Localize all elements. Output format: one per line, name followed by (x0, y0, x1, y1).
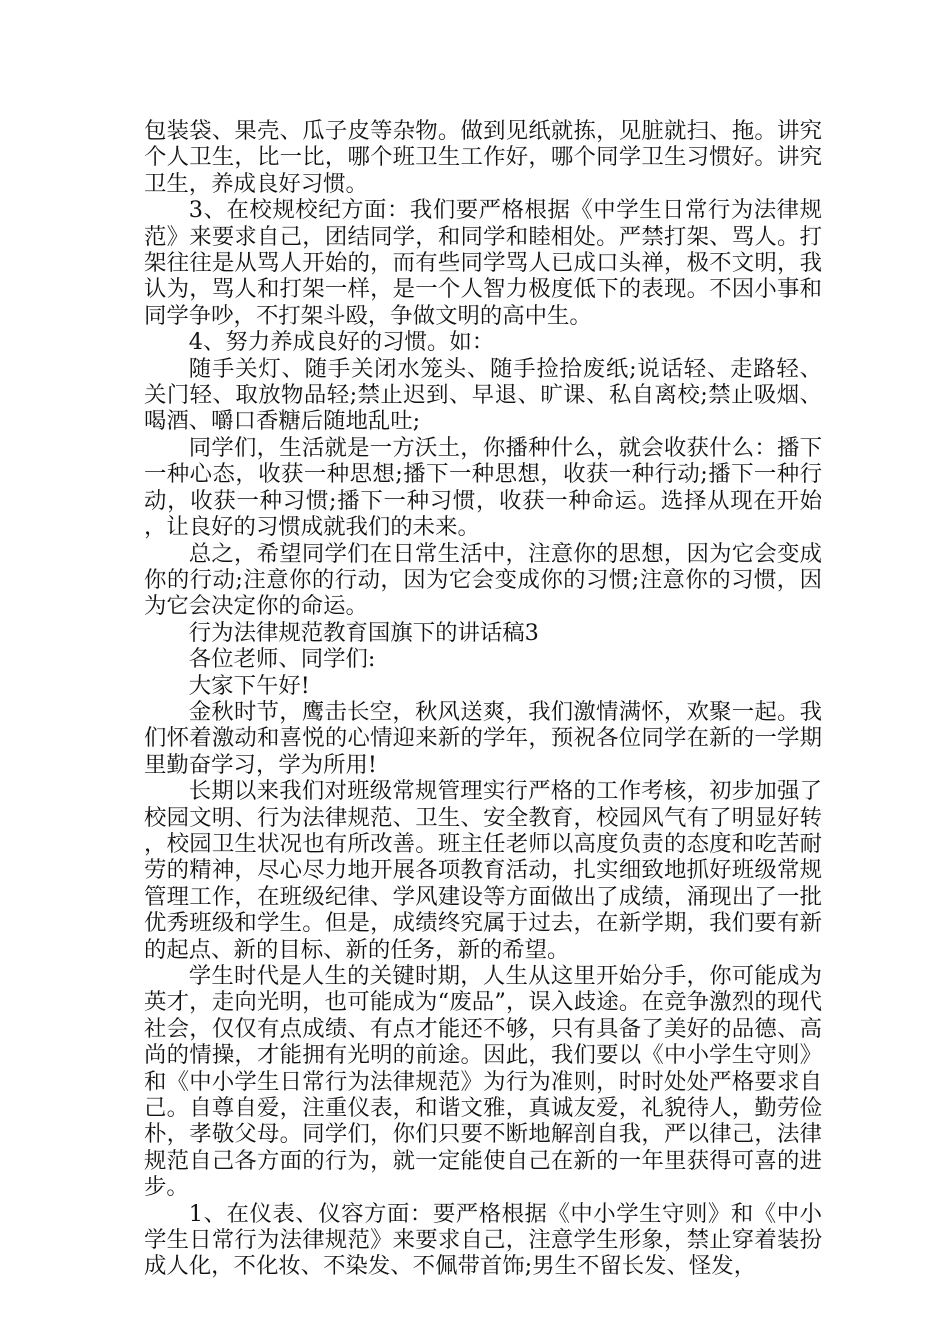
paragraph-class-management: 长期以来我们对班级常规管理实行严格的工作考核，初步加强了校园文明、行为法律规范、卫生、安全教育，校园风气有了明显好转，校园卫生状况也有所改善。班主任老师以高度负责的态度和吃苦耐劳的精神，尽心尽力地开展各项教育活动，扎实细致地抓好班级常规管理工作，在班级纪律、学风建设等方面做出了成绩，涌现出了一批优秀班级和学生。但是，成绩终究属于过去，在新学期，我们要有新的起点、新的目标、新的任务，新的希望。 (144, 778, 822, 963)
speech-greeting: 大家下午好! (188, 672, 310, 699)
paragraph-student-era: 学生时代是人生的关键时期，人生从这里开始分手，你可能成为英才，走向光明，也可能成为“废品”，误入歧途。在竞争激烈的现代社会，仅仅有点成绩、有点才能还不够，只有具备了美好的品德、高尚的情操，才能拥有光明的前途。因此，我们要以《中小学生守则》和《中小学生日常行为法律规范》为行为准则，时时处处严格要求自己。自尊自爱，注重仪表，和谐文雅，真诚友爱，礼貌待人，勤劳俭朴，孝敬父母。同学们，你们只要不断地解剖自我，严以律己，法律规范自己各方面的行为，就一定能使自己在新的一年里获得可喜的进步。 (144, 963, 822, 1201)
paragraph-appearance-rules: 1、在仪表、仪容方面：要严格根据《中小学生守则》和《中小学生日常行为法律规范》来要求自己，注意学生形象，禁止穿着装扮成人化，不化妆、不染发、不佩带首饰;男生不留长发、怪发， (144, 1200, 822, 1280)
speech-title: 行为法律规范教育国旗下的讲话稿3 (188, 619, 539, 646)
paragraph-habit-list: 随手关灯、随手关闭水笼头、随手捡拾废纸;说话轻、走路轻、关门轻、取放物品轻;禁止迟到、早退、旷课、私自离校;禁止吸烟、喝酒、嚼口香糖后随地乱吐; (144, 355, 822, 435)
paragraph-hygiene-continuation: 包装袋、果壳、瓜子皮等杂物。做到见纸就拣，见脏就扫、拖。讲究个人卫生，比一比，哪个班卫生工作好，哪个同学卫生习惯好。讲究卫生，养成良好习惯。 (144, 118, 822, 197)
speech-salutation: 各位老师、同学们: (188, 646, 376, 673)
paragraph-conclusion: 总之，希望同学们在日常生活中，注意你的思想，因为它会变成你的行动;注意你的行动，因为它会变成你的习惯;注意你的习惯，因为它会决定你的命运。 (144, 540, 822, 620)
paragraph-school-rules: 3、在校规校纪方面：我们要严格根据《中学生日常行为法律规范》来要求自己，团结同学，和同学和睦相处。严禁打架、骂人。打架往往是从骂人开始的，而有些同学骂人已成口头禅，极不文明，我认为，骂人和打架一样，是一个人智力极度低下的表现。不因小事和同学争吵，不打架斗殴，争做文明的高中生。 (144, 197, 822, 329)
document-body (144, 118, 822, 1280)
paragraph-autumn-opening: 金秋时节，鹰击长空，秋风送爽，我们激情满怀，欢聚一起。我们怀着激动和喜悦的心情迎来新的学年，预祝各位同学在新的一学期里勤奋学习，学为所用! (144, 698, 822, 778)
paragraph-good-habits-heading: 4、努力养成良好的习惯。如： (188, 329, 495, 356)
paragraph-sow-and-reap: 同学们，生活就是一方沃土，你播种什么，就会收获什么：播下一种心态，收获一种思想;播下一种思想，收获一种行动;播下一种行动，收获一种习惯;播下一种习惯，收获一种命运。选择从现在开始，让良好的习惯成就我们的未来。 (144, 434, 822, 541)
